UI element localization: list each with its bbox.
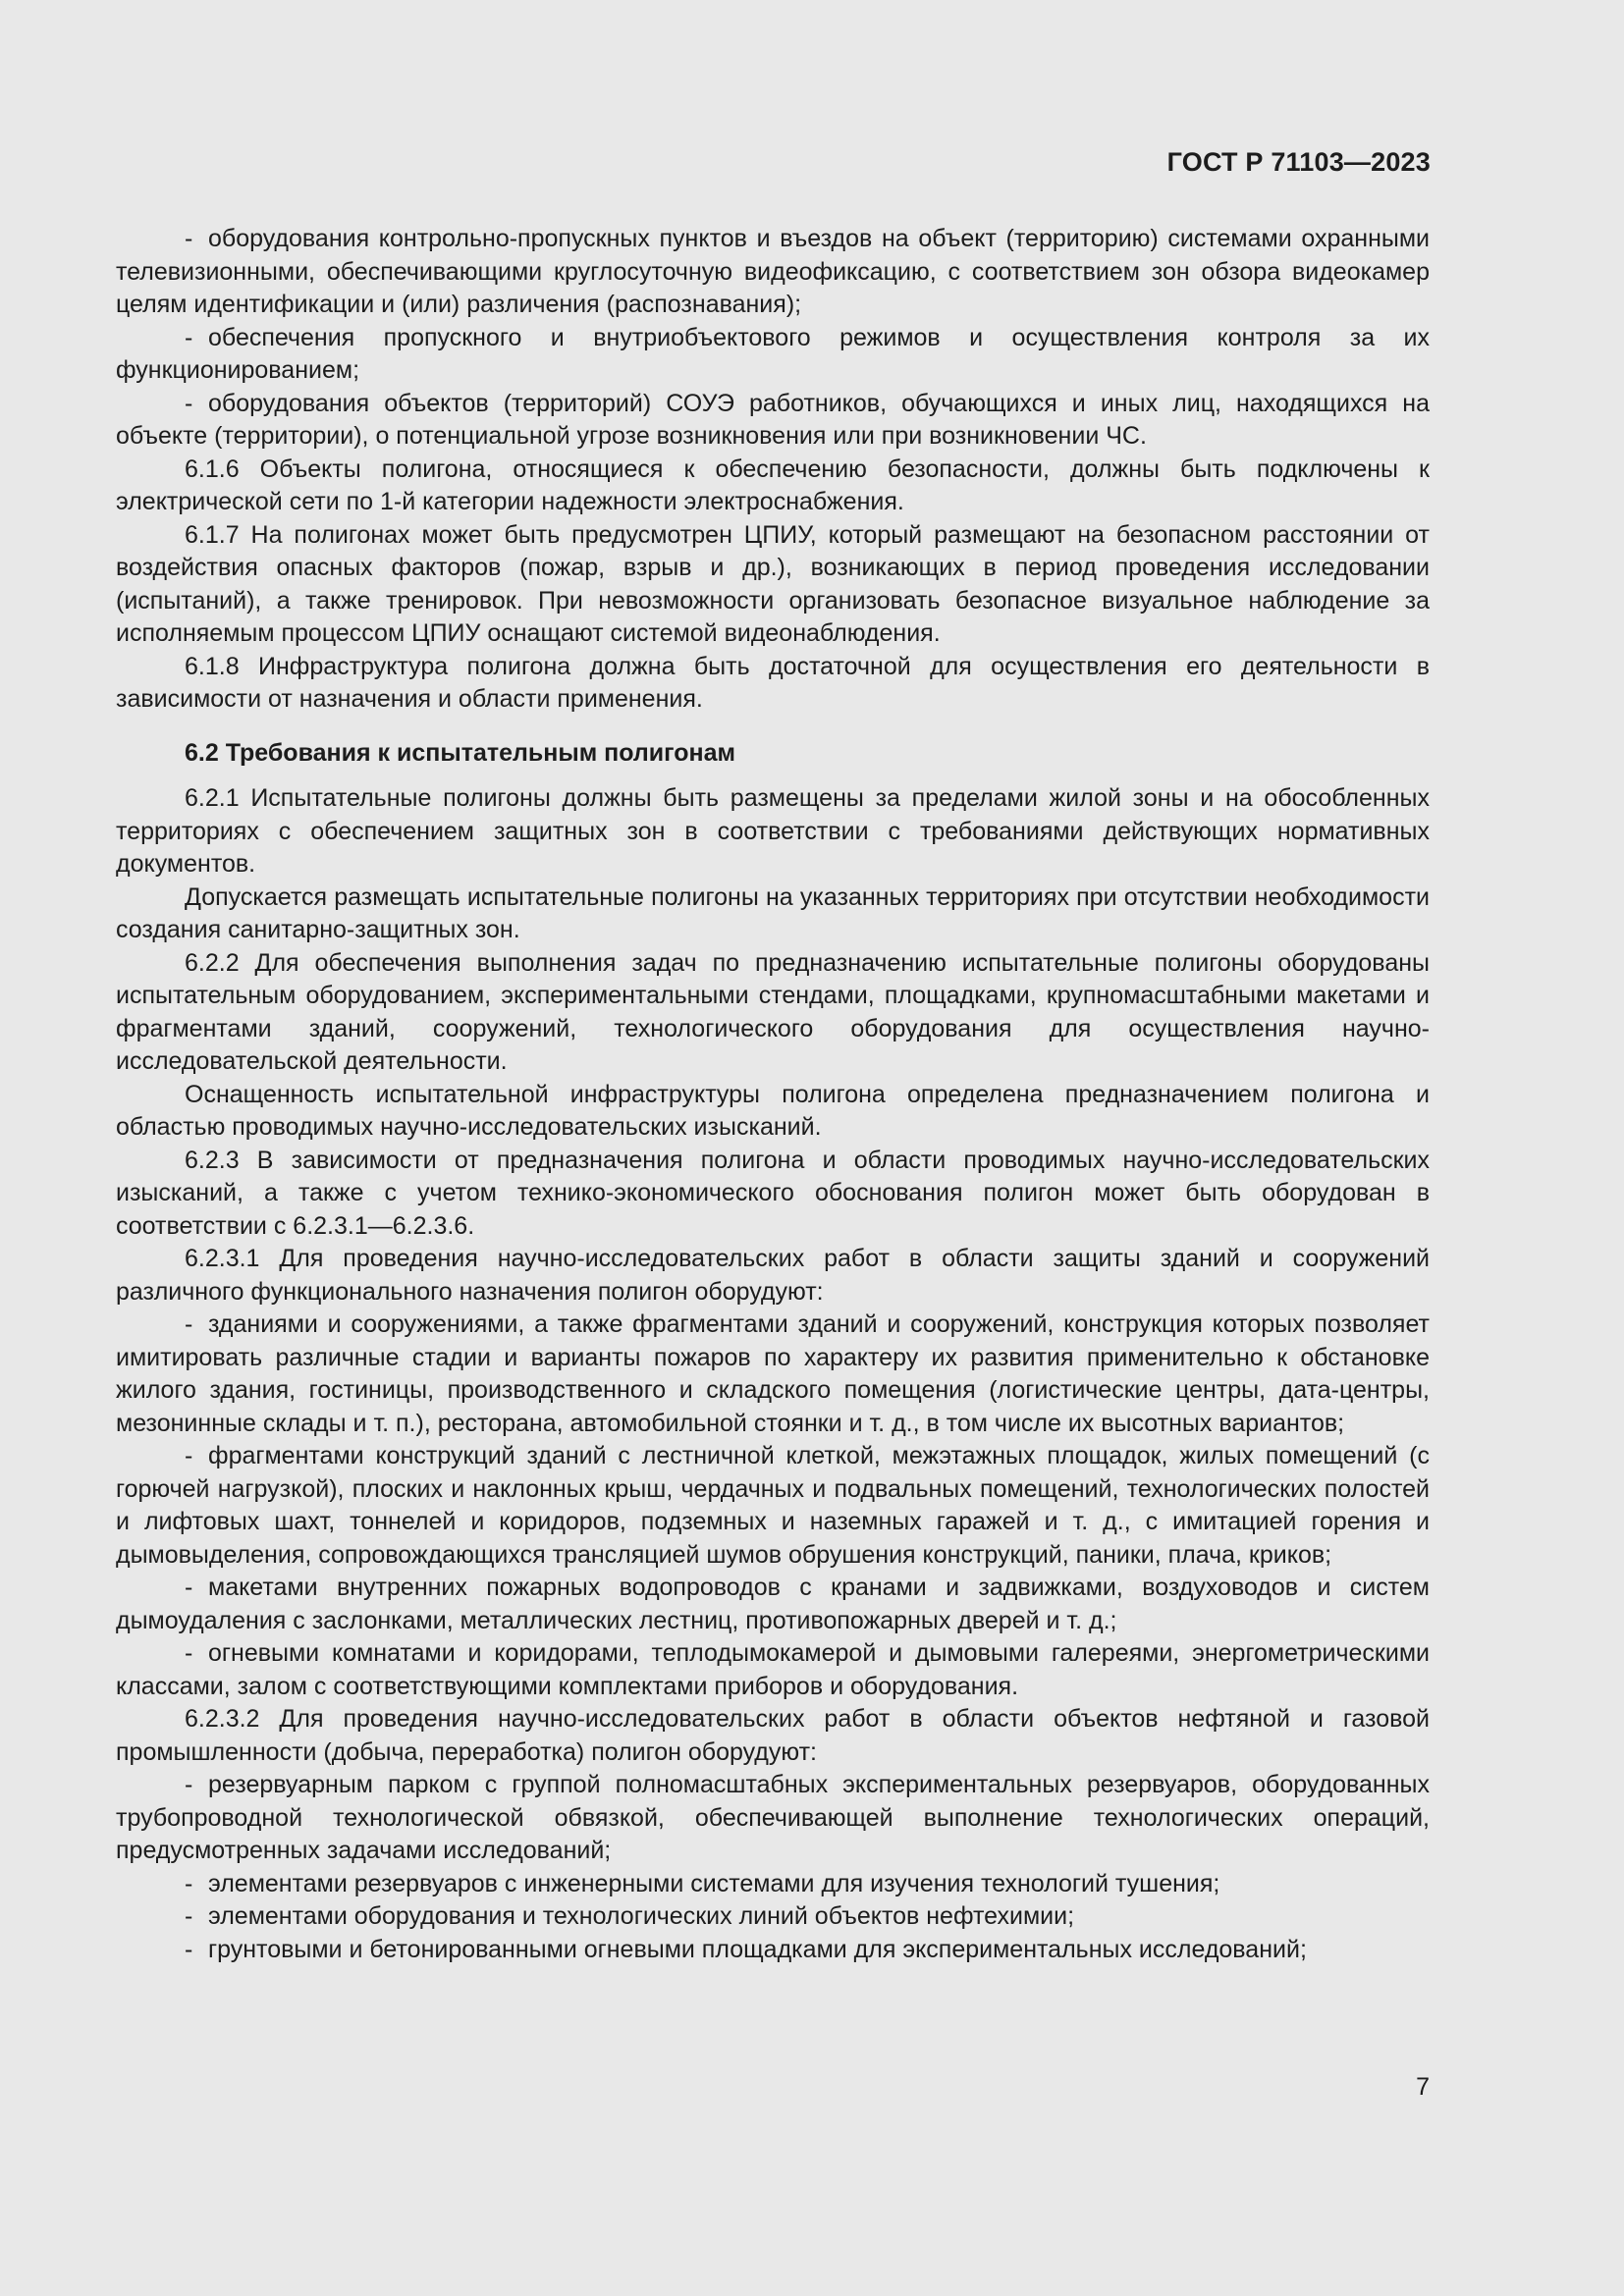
list-item-text: оборудования объектов (территорий) СОУЭ работников, обучающихся и иных лиц, находящихся на объекте (территории), о потенциальной угрозе возникновения или при возникновении ЧС. — [116, 389, 1430, 450]
bullet-dash: - — [185, 323, 193, 351]
bullet-dash: - — [185, 225, 193, 252]
list-item-text: элементами оборудования и технологических линий объектов нефтехимии; — [208, 1902, 1075, 1930]
list-item-text: фрагментами конструкций зданий с лестничной клеткой, межэтажных площадок, жилых помещений (с горючей нагрузкой), плоских и наклонных крыш, чердачных и подвальных помещений, технологических полостей и лифтовых шахт, тоннелей и коридоров, подземных и наземных гаражей и т. д., с имитацией горения и дымовыделения, сопровождающихся трансляцией шумов обрушения конструкций, паники, плача, криков; — [116, 1442, 1430, 1569]
paragraph: Допускается размещать испытательные полигоны на указанных территориях при отсутствии необходимости создания санитарно-защитных зон. — [116, 882, 1430, 943]
paragraph-6-2-3: 6.2.3 В зависимости от предназначения полигона и области проводимых научно-исследовательских изысканий, а также с учетом технико-экономического обоснования полигон может быть оборудован в соответствии с 6.2.3.1—6.2.3.6. — [116, 1146, 1430, 1240]
list-item-text: оборудования контрольно-пропускных пунктов и въездов на объект (территорию) системами охранными телевизионными, обеспечивающими круглосуточную видеофиксацию, с соответствием зон обзора видеокамер целям идентификации и (или) различения (распознавания); — [116, 225, 1430, 318]
list-item-text: зданиями и сооружениями, а также фрагментами зданий и сооружений, конструкция которых позволяет имитировать различные стадии и варианты пожаров по характеру их развития применительно к обстановке жилого здания, гостиницы, производственного и складского помещения (логистические центры, дата-центры, мезонинные склады и т. п.), ресторана, автомобильной стоянки и т. д., в том числе их высотных вариантов; — [116, 1310, 1430, 1437]
bullet-dash: - — [185, 1442, 193, 1469]
paragraph-6-2-1: 6.2.1 Испытательные полигоны должны быть размещены за пределами жилой зоны и на обособленных территориях с обеспечением защитных зон в соответствии с требованиями действующих нормативных документов. — [116, 784, 1430, 878]
page-number: 7 — [1416, 2073, 1430, 2101]
list-item — [116, 322, 1430, 388]
bullet-dash: - — [185, 1869, 193, 1897]
bullet-dash: - — [185, 1935, 193, 1963]
list-item-text: макетами внутренних пожарных водопроводов с кранами и задвижками, воздуховодов и систем дымоудаления с заслонками, металлических лестниц, противопожарных дверей и т. д.; — [116, 1574, 1430, 1634]
paragraph-6-1-6: 6.1.6 Объекты полигона, относящиеся к обеспечению безопасности, должны быть подключены к электрической сети по 1-й категории надежности электроснабжения. — [116, 454, 1430, 515]
bullet-dash: - — [185, 1902, 193, 1930]
paragraph-6-2-2: 6.2.2 Для обеспечения выполнения задач по предназначению испытательные полигоны оборудованы испытательным оборудованием, экспериментальными стендами, площадками, крупномасштабными макетами и фрагментами зданий, сооружений, технологического оборудования для осуществления научно-исследовательской деятельности. — [116, 948, 1430, 1075]
bullet-dash: - — [185, 1771, 193, 1798]
list-item — [116, 223, 1430, 322]
bullet-dash: - — [185, 1310, 193, 1338]
page-header-standard-code: ГОСТ Р 71103—2023 — [1166, 147, 1431, 177]
list-item — [116, 1308, 1430, 1440]
paragraph-6-1-7: 6.1.7 На полигонах может быть предусмотрен ЦПИУ, который размещают на безопасном расстоянии от воздействия опасных факторов (пожар, взрыв и др.), возникающих в период проведения исследовании (испытаний), а также тренировок. При невозможности организовать безопасное визуальное наблюдение за исполняемым процессом ЦПИУ оснащают системой видеонаблюдения. — [116, 520, 1430, 647]
list-item — [116, 1868, 1430, 1901]
paragraph-6-2-3-2: 6.2.3.2 Для проведения научно-исследовательских работ в области объектов нефтяной и газовой промышленности (добыча, переработка) полигон оборудуют: — [116, 1705, 1430, 1766]
list-item — [116, 1900, 1430, 1934]
bullet-dash: - — [185, 1639, 193, 1667]
list-item — [116, 1637, 1430, 1703]
list-item-text: огневыми комнатами и коридорами, теплодымокамерой и дымовыми галереями, энергометрическими классами, залом с соответствующими комплектами приборов и оборудования. — [116, 1639, 1430, 1700]
list-item-text: элементами резервуаров с инженерными системами для изучения технологий тушения; — [208, 1869, 1220, 1897]
paragraph-6-2-3-1: 6.2.3.1 Для проведения научно-исследовательских работ в области защиты зданий и сооружений различного функционального назначения полигон оборудуют: — [116, 1245, 1430, 1306]
list-item-text: резервуарным парком с группой полномасштабных экспериментальных резервуаров, оборудованных трубопроводной технологической обвязкой, обеспечивающей выполнение технологических операций, предусмотренных задачами исследований; — [116, 1771, 1430, 1864]
section-heading-6-2: 6.2 Требования к испытательным полигонам — [185, 738, 735, 767]
list-item-text: обеспечения пропускного и внутриобъектового режимов и осуществления контроля за их функционированием; — [116, 323, 1430, 384]
paragraph: Оснащенность испытательной инфраструктуры полигона определена предназначением полигона и областью проводимых научно-исследовательских изысканий. — [116, 1080, 1430, 1141]
list-item — [116, 388, 1430, 454]
bullet-dash: - — [185, 389, 193, 417]
list-item-text: грунтовыми и бетонированными огневыми площадками для экспериментальных исследований; — [208, 1935, 1307, 1963]
list-item — [116, 1934, 1430, 1967]
list-item — [116, 1440, 1430, 1572]
bullet-dash: - — [185, 1574, 193, 1601]
list-item — [116, 1572, 1430, 1637]
document-body — [116, 223, 1430, 1966]
list-item — [116, 1769, 1430, 1868]
paragraph-6-1-8: 6.1.8 Инфраструктура полигона должна быть достаточной для осуществления его деятельности в зависимости от назначения и области применения. — [116, 652, 1430, 713]
